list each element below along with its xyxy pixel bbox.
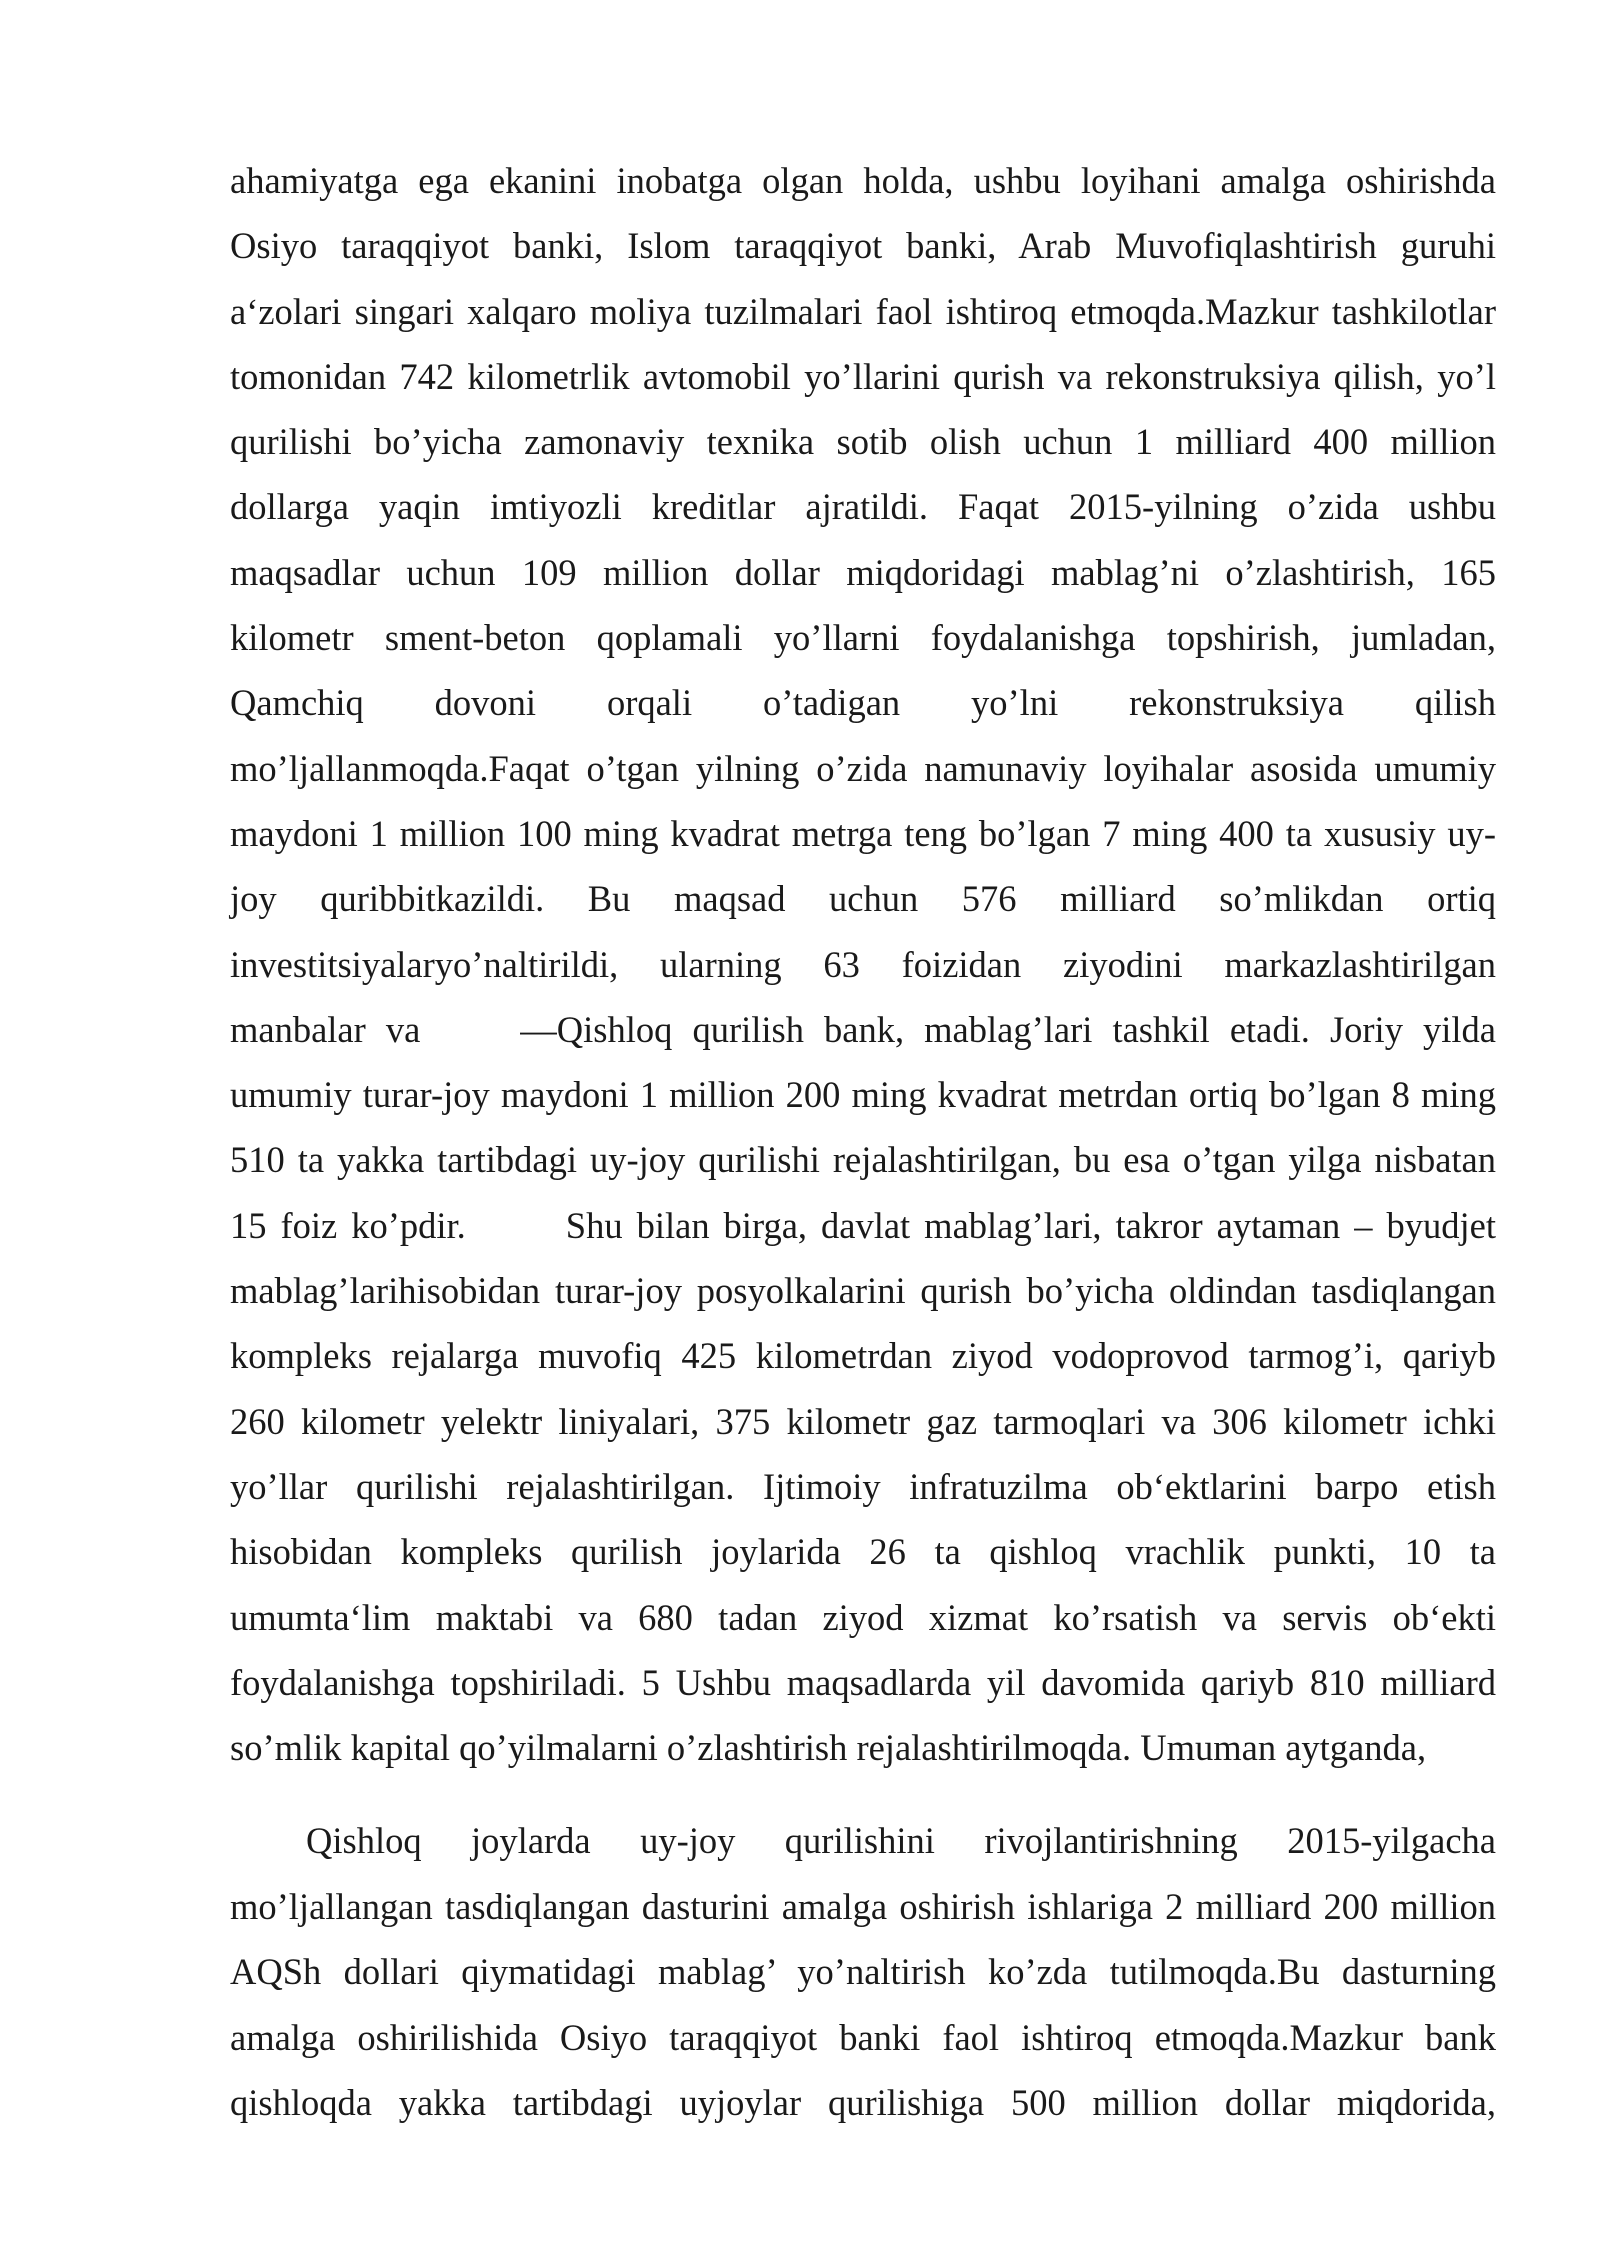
text-line: so’mlik kapital qo’yilmalarni o’zlashtirish rejalashtirilmoqda. Umuman aytganda, (230, 1727, 1427, 1769)
text-line: mo’ljallanmoqda.Faqat o’tgan yilning o’zida namunaviy loyihalar asosida umumiy (230, 747, 1496, 789)
text-line: investitsiyalaryo’naltirildi, ularning 63 foizidan ziyodini markazlashtirilgan (230, 943, 1496, 985)
text-line: maqsadlar uchun 109 million dollar miqdoridagi mablag’ni o’zlashtirish, 165 (230, 551, 1496, 593)
paragraph-2 (230, 1808, 1496, 2136)
text-line (230, 1193, 1496, 1258)
text-line: joy quribbitkazildi. Bu maqsad uchun 576 milliard so’mlikdan ortiq (230, 878, 1496, 920)
text-line: foydalanishga topshiriladi. 5 Ushbu maqsadlarda yil davomida qariyb 810 milliard (230, 1661, 1496, 1703)
paragraph-1 (230, 148, 1496, 1780)
text-line: amalga oshirilishida Osiyo taraqqiyot banki faol ishtiroq etmoqda.Mazkur bank (230, 2016, 1496, 2058)
text-line: kilometr sment-beton qoplamali yo’llarni foydalanishga topshirish, jumladan, (230, 617, 1496, 659)
text-line: ahamiyatga ega ekanini inobatga olgan holda, ushbu loyihani amalga oshirishda (230, 160, 1496, 201)
text-line: AQSh dollari qiymatidagi mablag’ yo’naltirish ko’zda tutilmoqda.Bu dasturning (230, 1951, 1496, 1992)
text-line: mablag’larihisobidan turar-joy posyolkalarini qurish bo’yicha oldindan tasdiqlangan (230, 1270, 1496, 1312)
text-line: umumiy turar-joy maydoni 1 million 200 ming kvadrat metrdan ortiq bo’lgan 8 ming (230, 1074, 1496, 1116)
text-segment: 15 foiz ko’pdir. (230, 1204, 466, 1246)
text-segment: Shu bilan birga, davlat mablag’lari, takror aytaman – byudjet (565, 1204, 1497, 1246)
text-line: Qishloq joylarda uy-joy qurilishini rivojlantirishning 2015-yilgacha (306, 1820, 1496, 1861)
text-line: hisobidan kompleks qurilish joylarida 26 ta qishloq vrachlik punkti, 10 ta (230, 1531, 1496, 1573)
text-segment: manbalar va (230, 1008, 421, 1050)
text-line (230, 997, 1496, 1062)
text-line: qurilishi bo’yicha zamonaviy texnika sotib olish uchun 1 milliard 400 million (230, 421, 1496, 463)
text-line: umumta‘lim maktabi va 680 tadan ziyod xizmat ko’rsatish va servis ob‘ekti (230, 1596, 1496, 1638)
text-line: qishloqda yakka tartibdagi uyjoylar qurilishiga 500 million dollar miqdorida, (230, 2082, 1496, 2123)
text-line: 510 ta yakka tartibdagi uy-joy qurilishi rejalashtirilgan, bu esa o’tgan yilga nisbatan (230, 1139, 1496, 1181)
text-line: Osiyo taraqqiyot banki, Islom taraqqiyot banki, Arab Muvofiqlashtirish guruhi (230, 225, 1496, 267)
text-line: mo’ljallangan tasdiqlangan dasturini amalga oshirish ishlariga 2 milliard 200 million (230, 1885, 1496, 1927)
text-line: tomonidan 742 kilometrlik avtomobil yo’llarini qurish va rekonstruksiya qilish, yo’l (230, 355, 1496, 397)
text-line: a‘zolari singari xalqaro moliya tuzilmalari faol ishtiroq etmoqda.Mazkur tashkilotlar (230, 290, 1496, 332)
text-line: Qamchiq dovoni orqali o’tadigan yo’lni rekonstruksiya qilish (230, 682, 1496, 724)
text-line: 260 kilometr yelektr liniyalari, 375 kilometr gaz tarmoqlari va 306 kilometr ichki (230, 1400, 1496, 1442)
text-segment: ―Qishloq qurilish bank, mablag’lari tashkil etadi. Joriy yilda (520, 1008, 1496, 1050)
text-line: kompleks rejalarga muvofiq 425 kilometrdan ziyod vodoprovod tarmog’i, qariyb (230, 1335, 1496, 1377)
text-line: dollarga yaqin imtiyozli kreditlar ajratildi. Faqat 2015-yilning o’zida ushbu (230, 486, 1496, 528)
text-line: maydoni 1 million 100 ming kvadrat metrga teng bo’lgan 7 ming 400 ta xususiy uy- (230, 812, 1496, 854)
text-line: yo’llar qurilishi rejalashtirilgan. Ijtimoiy infratuzilma ob‘ektlarini barpo etish (230, 1465, 1496, 1507)
